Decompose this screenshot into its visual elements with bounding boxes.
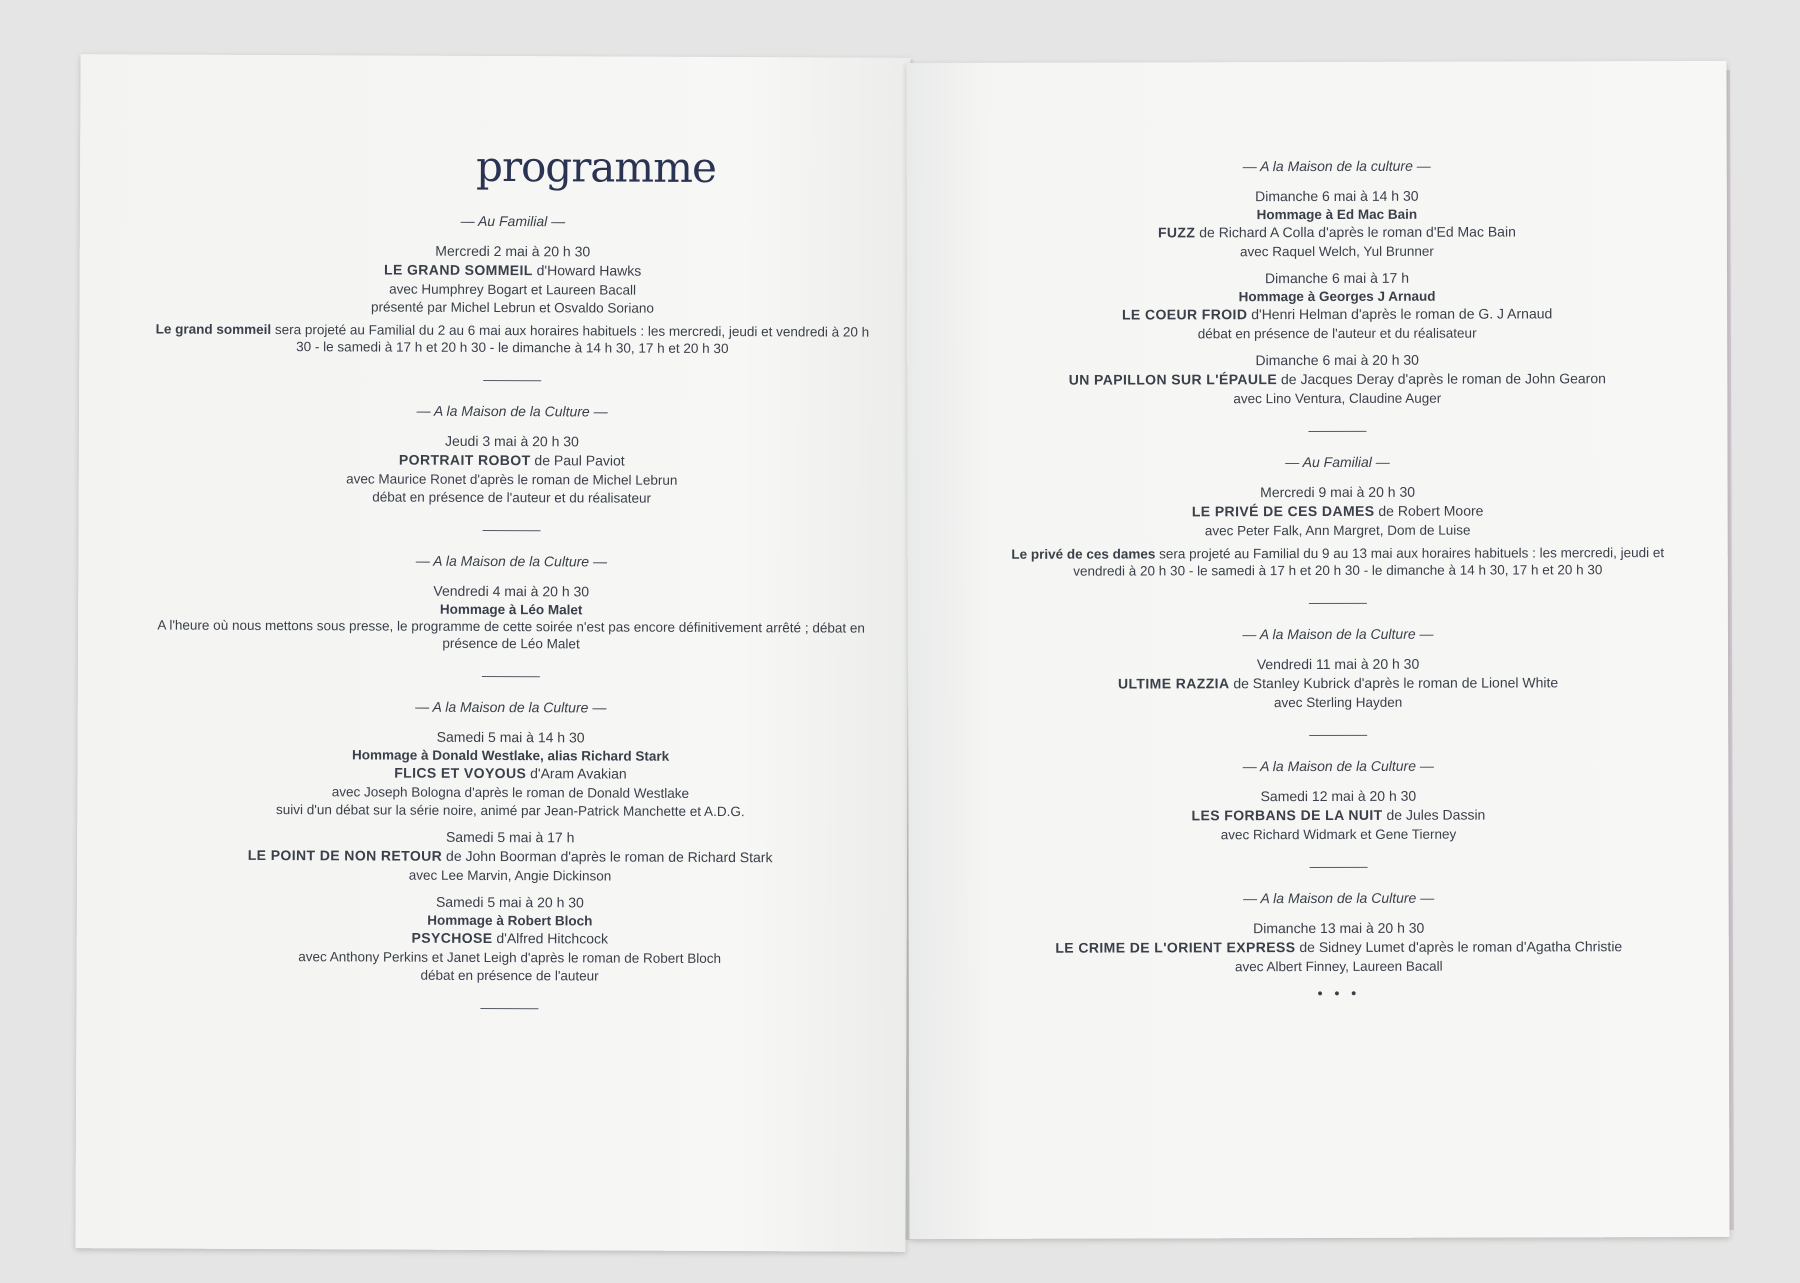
hommage-line: Hommage à Robert Bloch	[427, 912, 593, 929]
note-film-title: Le grand sommeil	[155, 321, 272, 338]
film-title-line	[153, 764, 867, 783]
film-credit: de Jacques Deray d'après le roman de John Gearon	[1280, 370, 1606, 388]
film-credit: de John Boorman d'après le roman de Richard Stark	[446, 847, 773, 866]
film-title-line	[984, 806, 1692, 824]
film-credit: de Sidney Lumet d'après le roman d'Agatha Christie	[1299, 938, 1623, 956]
film-title: LES FORBANS DE LA NUIT	[1191, 806, 1383, 824]
film-credit: d'Howard Hawks	[536, 262, 642, 279]
cast-line: avec Lino Ventura, Claudine Auger	[1233, 390, 1442, 407]
screening-entry	[154, 582, 868, 654]
screening-entry	[983, 269, 1691, 343]
left-page	[75, 54, 910, 1252]
screening-date: Mercredi 2 mai à 20 h 30	[435, 242, 591, 260]
section-separator	[482, 676, 540, 677]
film-credit: d'Alfred Hitchcock	[496, 930, 609, 947]
screening-date: Samedi 5 mai à 17 h	[445, 828, 575, 846]
film-title-line	[983, 370, 1691, 388]
cast-line: avec Anthony Perkins et Janet Leigh d'après le roman de Robert Bloch	[298, 949, 722, 966]
cast-line: avec Raquel Welch, Yul Brunner	[1239, 243, 1434, 260]
film-title-line	[984, 674, 1692, 692]
film-title: LE CRIME DE L'ORIENT EXPRESS	[1055, 939, 1296, 956]
film-title: LE PRIVÉ DE CES DAMES	[1191, 502, 1375, 520]
cast-line: débat en présence de l'auteur et du réalisateur	[372, 489, 652, 506]
film-title-line	[155, 451, 869, 470]
screening-entry	[984, 787, 1692, 844]
hommage-line: Hommage à Léo Malet	[439, 601, 583, 618]
right-page-content	[906, 61, 1728, 1002]
film-title: LE POINT DE NON RETOUR	[247, 846, 443, 864]
cast-line: avec Humphrey Bogart et Laureen Bacall	[389, 281, 637, 298]
note-text: sera projeté au Familial du 9 au 13 mai aux horaires habituels : les mercredi, jeudi et vendredi à 20 h 30 - le samedi à 17 h et 20 h 30 - le dimanche à 14 h 30, 17 h et 20 h 30	[1073, 545, 1665, 579]
film-title: LE GRAND SOMMEIL	[384, 261, 533, 279]
screening-note	[155, 321, 869, 358]
cast-line: avec Maurice Ronet d'après le roman de Michel Lebrun	[346, 471, 678, 488]
venue-heading: — A la Maison de la Culture —	[984, 625, 1692, 643]
cast-line: présenté par Michel Lebrun et Osvaldo Soriano	[371, 299, 654, 316]
cast-line: débat en présence de l'auteur et du réalisateur	[1197, 325, 1477, 342]
screening-date: Dimanche 6 mai à 20 h 30	[1255, 351, 1419, 369]
screening-entry	[984, 483, 1692, 580]
section-separator	[1310, 867, 1368, 868]
film-title-line	[153, 929, 867, 948]
venue-heading: — Au Familial —	[156, 212, 870, 231]
venue-heading: — A la Maison de la Culture —	[154, 698, 868, 717]
film-title: FUZZ	[1157, 224, 1196, 241]
film-title: ULTIME RAZZIA	[1117, 675, 1230, 692]
hommage-line: Hommage à Georges J Arnaud	[1238, 288, 1436, 305]
cast-line: avec Peter Falk, Ann Margret, Dom de Luise	[1204, 522, 1471, 539]
screening-entry	[155, 242, 869, 358]
film-title-line	[985, 938, 1693, 956]
venue-heading: — A la Maison de la Culture —	[985, 889, 1693, 907]
film-credit: de Jules Dassin	[1386, 806, 1486, 823]
film-title: LE COEUR FROID	[1121, 306, 1248, 323]
cast-line: avec Richard Widmark et Gene Tierney	[1220, 826, 1457, 843]
cast-line: suivi d'un débat sur la série noire, animé par Jean-Patrick Manchette et A.D.G.	[276, 802, 745, 820]
cast-line: avec Lee Marvin, Angie Dickinson	[408, 867, 612, 884]
film-credit: de Robert Moore	[1378, 502, 1484, 519]
venue-heading: — Au Familial —	[983, 453, 1691, 471]
screening-entry	[153, 728, 867, 821]
hommage-line: Hommage à Ed Mac Bain	[1256, 206, 1418, 223]
film-credit: de Richard A Colla d'après le roman d'Ed Mac Bain	[1199, 223, 1516, 241]
screening-date: Vendredi 11 mai à 20 h 30	[1256, 655, 1420, 673]
screening-date: Vendredi 4 mai à 20 h 30	[433, 582, 590, 600]
screening-entry	[153, 893, 867, 986]
screening-date: Samedi 5 mai à 20 h 30	[435, 893, 584, 911]
venue-heading: — A la Maison de la Culture —	[154, 552, 868, 571]
screening-entry	[153, 828, 867, 886]
venue-heading: — A la Maison de la Culture —	[984, 757, 1692, 775]
screening-date: Jeudi 3 mai à 20 h 30	[444, 432, 579, 450]
screening-note	[984, 544, 1692, 580]
section-separator	[1309, 603, 1367, 604]
screening-entry	[983, 187, 1691, 261]
film-title-line	[984, 502, 1692, 520]
film-credit: d'Aram Avakian	[530, 765, 627, 782]
film-title-line	[983, 305, 1691, 323]
note-text: sera projeté au Familial du 2 au 6 mai aux horaires habituels : les mercredi, jeudi et vendredi à 20 h 30 - le samedi à 17 h et 20 h 30 - le dimanche à 14 h 30, 17 h et 20 h 30	[274, 322, 870, 357]
end-dots: • • •	[1317, 984, 1361, 1002]
right-page	[906, 61, 1729, 1239]
venue-heading: — A la Maison de la Culture —	[155, 402, 869, 421]
screening-entry	[985, 919, 1693, 976]
film-credit: d'Henri Helman d'après le roman de G. J Arnaud	[1251, 305, 1553, 323]
film-title: PORTRAIT ROBOT	[398, 451, 531, 469]
screening-date: Samedi 12 mai à 20 h 30	[1260, 787, 1417, 805]
cast-line: débat en présence de l'auteur	[420, 967, 599, 984]
left-page-content	[76, 54, 910, 1033]
film-title: FLICS ET VOYOUS	[394, 764, 527, 782]
screening-entry	[984, 655, 1692, 712]
hommage-line: Hommage à Donald Westlake, alias Richard Stark	[351, 747, 670, 764]
film-title: UN PAPILLON SUR L'ÉPAULE	[1068, 371, 1278, 388]
page-title: programme	[476, 141, 716, 192]
film-credit: de Stanley Kubrick d'après le roman de Lionel White	[1233, 674, 1559, 692]
film-title: PSYCHOSE	[411, 929, 493, 947]
cast-line: avec Joseph Bologna d'après le roman de Donald Westlake	[331, 784, 690, 801]
section-separator	[1308, 431, 1366, 432]
cast-line: avec Sterling Hayden	[1273, 694, 1403, 711]
section-separator	[483, 380, 541, 381]
screening-entry	[983, 351, 1691, 408]
announcement-text: A l'heure où nous mettons sous presse, le programme de cette soirée n'est pas encore définitivement arrêté ; débat en présence de Léo Malet	[157, 617, 865, 652]
screening-date: Dimanche 13 mai à 20 h 30	[1253, 919, 1425, 937]
screening-date: Samedi 5 mai à 14 h 30	[436, 728, 585, 746]
film-title-line	[153, 847, 867, 866]
screening-date: Dimanche 6 mai à 14 h 30	[1255, 187, 1419, 205]
section-separator	[480, 1008, 538, 1009]
cast-line: avec Albert Finney, Laureen Bacall	[1234, 958, 1443, 975]
film-credit: de Paul Paviot	[534, 452, 625, 469]
screening-date: Mercredi 9 mai à 20 h 30	[1260, 483, 1416, 501]
section-separator	[1309, 735, 1367, 736]
venue-heading: — A la Maison de la culture —	[983, 157, 1691, 175]
note-film-title: Le privé de ces dames	[1011, 546, 1156, 562]
film-title-line	[983, 223, 1691, 241]
section-separator	[483, 530, 541, 531]
screening-entry	[155, 432, 869, 508]
screening-date: Dimanche 6 mai à 17 h	[1265, 269, 1410, 287]
film-title-line	[156, 261, 870, 280]
